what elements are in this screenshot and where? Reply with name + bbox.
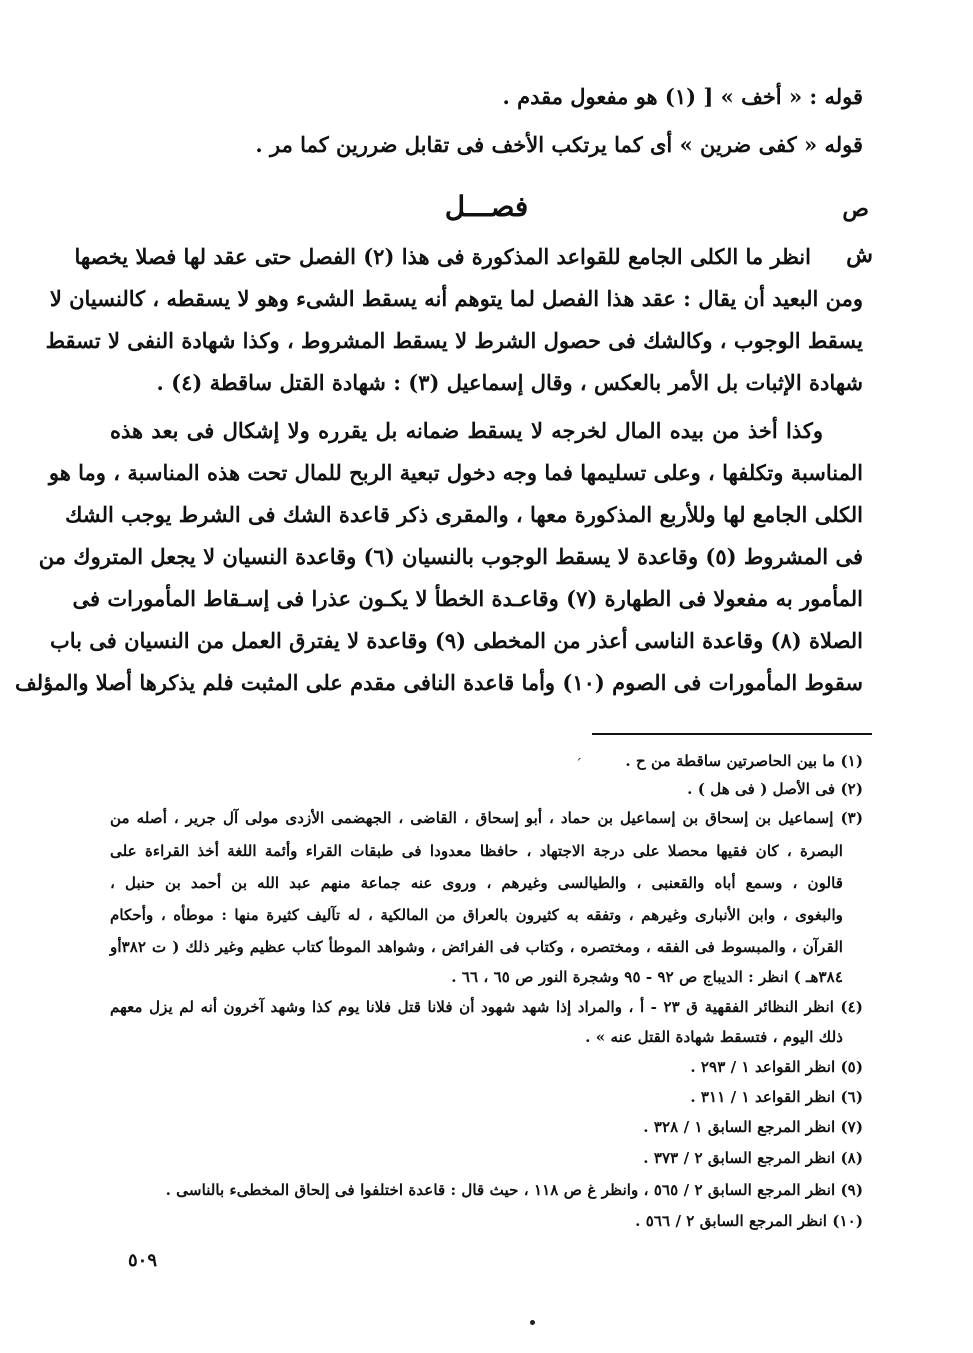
section-title: فصـــل	[444, 190, 529, 223]
ink-mark: ˊ	[575, 757, 582, 773]
footnote: والبغوى ، وابن الأنبارى وغيرهم ، وتفقه به كثيرون بالعراق من المالكية ، له تآليف كثيرة منها : موطأه ، وأحكام	[110, 906, 843, 924]
paragraph-line: الكلى الجامع لها وللأربع المذكورة معها ، والمقرى ذكر قاعدة الشك فى الشرط يوجب الشك	[65, 502, 863, 527]
paragraph-line: المناسبة وتكلفها ، وعلى تسليمها فما وجه دخول تبعية الربح للمال تحت هذه المناسبة ، وما هو	[48, 460, 863, 485]
paragraph-line: سقوط المأمورات فى الصوم (١٠) وأما قاعدة النافى مقدم على المثبت فلم يذكرها أصلا والمؤلف	[15, 670, 863, 695]
paragraph-line: فى المشروط (٥) وقاعدة لا يسقط الوجوب بالنسيان (٦) وقاعدة النسيان لا يجعل المتروك من	[38, 544, 863, 569]
paragraph-line: يسقط الوجوب ، وكالشك فى حصول الشرط لا يسقط المشروط ، وكذا شهادة النفى لا تسقط	[45, 328, 863, 353]
footnote: (٧) انظر المرجع السابق ١ / ٣٢٨ .	[643, 1118, 863, 1136]
paragraph-line: شهادة الإثبات بل الأمر بالعكس ، وقال إسماعيل (٣) : شهادة القتل ساقطة (٤) .	[156, 370, 863, 395]
footnote: (١) ما بين الحاصرتين ساقطة من ح .	[625, 752, 863, 770]
sad-marker: ص	[842, 196, 869, 222]
footnote: (٦) انظر القواعد ١ / ٣١١ .	[690, 1088, 863, 1106]
footnote: قالون ، وسمع أباه والقعنبى ، والطيالسى وغيرهم ، وروى عنه جماعة منهم عبد الله بن أحمد بن حنبل ،	[110, 874, 843, 892]
footnote: البصرة ، كان فقيها محصلا على درجة الاجتهاد ، حافظا معدودا فى طبقات القراء وأئمة اللغة أخذ القراءة على	[110, 842, 843, 860]
footnote: ذلك اليوم ، فتسقط شهادة القتل عنه » .	[585, 1028, 843, 1046]
text-line: قوله « كفى ضرين » أى كما يرتكب الأخف فى تقابل ضررين كما مر .	[255, 132, 863, 157]
paragraph-line: انظر ما الكلى الجامع للقواعد المذكورة فى هذا (٢) الفصل حتى عقد لها فصلا يخصها	[74, 244, 811, 269]
footnote: (٤) انظر النظائر الفقهية ق ٢٣ - أ ، والمراد إذا شهد شهود أن فلانا قتل فلانا يوم كذا وشهد آخرون أنه لم يزل معهم	[110, 998, 863, 1016]
page-number: ٥٠٩	[128, 1250, 158, 1271]
footnote: القرآن ، والمبسوط فى الفقه ، ومختصره ، وكتاب فى الفرائض ، وشواهد الموطأ كتاب عظيم وغير ذلك ( ت ٣٨٢أو	[110, 938, 843, 956]
footnote: (٨) انظر المرجع السابق ٢ / ٣٧٣ .	[643, 1149, 863, 1167]
paragraph-line: الصلاة (٨) وقاعدة الناسى أعذر من المخطى (٩) وقاعدة لا يفترق العمل من النسيان فى باب	[49, 628, 863, 653]
text-line: قوله : « أخف » [ (١) هو مفعول مقدم .	[502, 84, 863, 109]
shin-marker: ش	[846, 242, 873, 268]
footnote: (٥) انظر القواعد ١ / ٢٩٣ .	[690, 1058, 863, 1076]
footnote: (١٠) انظر المرجع السابق ٢ / ٥٦٦ .	[635, 1212, 863, 1230]
footnote: (٣) إسماعيل بن إسحاق بن إسماعيل بن حماد ، أبو إسحاق ، القاضى ، الجهضمى الأزدى مولى آل جرير ، أصله من	[110, 809, 863, 827]
paragraph-line: ومن البعيد أن يقال : عقد هذا الفصل لما يتوهم أنه يسقط الشىء وهو لا يسقطه ، كالنسيان لا	[49, 286, 863, 311]
paragraph-line: المأمور به مفعولا فى الطهارة (٧) وقاعـدة الخطأ لا يكـون عذرا فى إسـقاط المأمورات فى	[72, 586, 863, 611]
footnote: (٢) فى الأصل ( فى هل ) .	[687, 780, 863, 798]
footnote-separator	[592, 733, 872, 735]
footnote: ٣٨٤هـ ) انظر : الديباج ص ٩٢ - ٩٥ وشجرة النور ص ٦٥ ، ٦٦ .	[451, 968, 843, 986]
footnote: (٩) انظر المرجع السابق ٢ / ٥٦٥ ، وانظر غ ص ١١٨ ، حيث قال : قاعدة اختلفوا فى إلحاق المخطىء بالناسى .	[165, 1181, 863, 1199]
ink-dot	[530, 1320, 535, 1325]
paragraph-line: وكذا أخذ من بيده المال لخرجه لا يسقط ضمانه بل يقرره ولا إشكال فى بعد هذه	[110, 418, 823, 443]
